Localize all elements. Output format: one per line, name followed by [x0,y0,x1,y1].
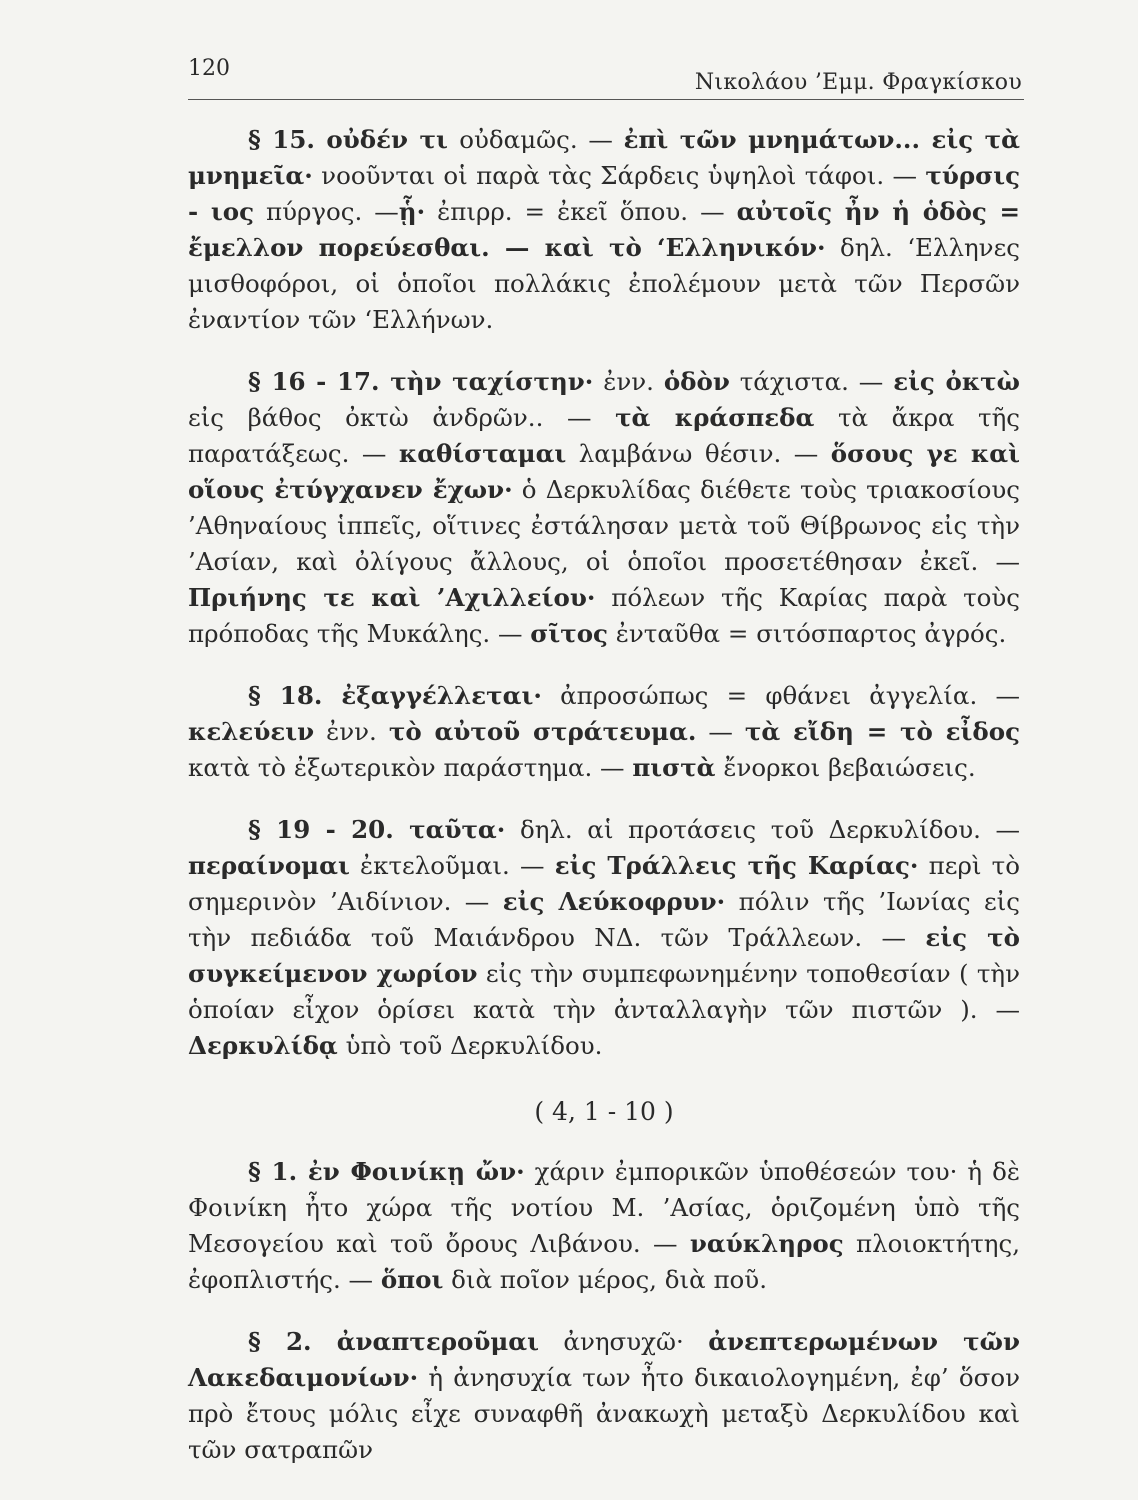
bold-lemma: περαίνομαι [188,851,350,880]
gloss-text: ἡ ἀνησυχία των ἦτο δικαιολογημένη, ἐφ’ ὅσον πρὸ ἔτους μόλις εἶχε συναφθῆ ἀνακωχὴ μεταξὺ Δερκυλίδου καὶ τῶν σατραπῶν [188,1363,1020,1464]
gloss-text: δηλ. ‘Ελληνες μισθοφόροι, οἱ ὁποῖοι πολλάκις ἐπολέμουν μετὰ τῶν Περσῶν ἐναντίον τῶν ‘Ελλήνων. [188,233,1020,334]
paragraph-18 [188,678,1020,786]
running-head: Νικολάου ’Εμμ. Φραγκίσκου [694,70,1022,95]
gloss-text: ὑπὸ τοῦ Δερκυλίδου. [337,1031,603,1060]
bold-lemma: σῖτος [530,619,608,648]
bold-lemma: § 2. ἀναπτεροῦμαι [248,1327,539,1356]
gloss-text: τάχιστα. — [729,367,894,396]
bold-lemma: κελεύειν [188,717,315,746]
gloss-text: ἐνν. [593,367,664,396]
gloss-text: ἐνταῦθα = σιτόσπαρτος ἀγρός. [607,619,1007,648]
bold-lemma: ἐπὶ τῶν μνημάτων... εἰς τὰ μνημεῖα· [188,125,1020,190]
gloss-text: διὰ ποῖον μέρος, διὰ ποῦ. [443,1265,767,1294]
section-heading: ( 4, 1 - 10 ) [534,1097,674,1126]
paragraph-s1 [188,1154,1020,1298]
bold-lemma: ᾗ· [398,197,426,226]
bold-lemma: τὰ κράσπεδα [615,403,815,432]
gloss-text: πόλιν τῆς ’Ιωνίας εἰς τὴν πεδιάδα τοῦ Μαιάνδρου ΝΔ. τῶν Τράλλεων. — [188,887,1021,952]
gloss-text: — [696,717,745,746]
gloss-text: δηλ. αἱ προτάσεις τοῦ Δερκυλίδου. — [505,815,1020,844]
gloss-text: ἐπιρρ. = ἐκεῖ ὅπου. — [425,197,737,226]
bold-lemma: § 18. ἐξαγγέλλεται· [248,681,542,710]
gloss-text: λαμβάνω θέσιν. — [566,439,831,468]
bold-lemma: ὁδὸν [663,367,730,396]
bold-lemma: αὐτοῖς ἦν ἡ ὁδὸς = ἔμελλον πορεύεσθαι. — καὶ τὸ ‘Ελληνικόν· [188,197,1021,262]
bold-lemma: § 15. οὐδέν τι [248,125,460,154]
gloss-text: ἔνορκοι βεβαιώσεις. [715,753,976,782]
bold-lemma: πιστὰ [632,753,716,782]
gloss-text: εἰς τὴν συμπεφωνημένην τοποθεσίαν ( τὴν ὁποίαν εἶχον ὁρίσει κατὰ τὴν ἀνταλλαγὴν τῶν πιστῶν ). — [188,959,1020,1024]
bold-lemma: § 19 - 20. ταῦτα· [248,815,506,844]
gloss-text: πλοιοκτήτης, ἐφοπλιστής. — [188,1229,1020,1294]
bold-lemma: τὸ αὐτοῦ στράτευμα. [388,717,697,746]
gloss-text: εἰς βάθος ὀκτὼ ἀνδρῶν.. — [188,403,616,432]
bold-lemma: § 16 - 17. τὴν ταχίστην· [248,367,594,396]
bold-lemma: καθίσταμαι [398,439,567,468]
gloss-text: νοοῦνται οἱ παρὰ τὰς Σάρδεις ὑψηλοὶ τάφοι. — [312,161,926,190]
paragraph-19-20 [188,812,1020,1064]
bold-lemma: εἰς ὀκτὼ [893,367,1020,396]
gloss-text: χάριν ἐμπορικῶν ὑποθέσεών του· ἡ δὲ Φοινίκη ἦτο χώρα τῆς νοτίου Μ. ’Ασίας, ὁριζομένη ὑπὸ τῆς Μεσογείου καὶ τοῦ ὄρους Λιβάνου. — [188,1157,1020,1258]
header-rule [188,99,1024,100]
gloss-text: πόλεων τῆς Καρίας παρὰ τοὺς πρόποδας τῆς Μυκάλης. — [188,583,1020,648]
bold-lemma: ὅσους γε καὶ οἵους ἐτύγχανεν ἔχων· [188,439,1020,504]
gloss-text: πύργος. — [254,197,399,226]
gloss-text: ἐνν. [314,717,389,746]
bold-lemma: εἰς τὸ συγκείμενον χωρίον [188,923,1020,988]
gloss-text: περὶ τὸ σημερινὸν ’Αιδίνιον. — [188,851,1020,916]
bold-lemma: τὰ εἴδη = τὸ εἶδος [744,717,1020,746]
gloss-text: ἀνησυχῶ· [539,1327,709,1356]
page-header [188,50,1024,100]
page-body [188,122,1020,1468]
gloss-text: ὁ Δερκυλίδας διέθετε τοὺς τριακοσίους ’Αθηναίους ἱππεῖς, οἵτινες ἐστάλησαν μετὰ τοῦ Θίβρωνος εἰς τὴν ’Ασίαν, καὶ ὀλίγους ἄλλους, οἱ ὁποῖοι προσετέθησαν ἐκεῖ. — [188,475,1020,576]
bold-lemma: τύρσις - ιος [188,161,1020,226]
gloss-text: τὰ ἄκρα τῆς παρατάξεως. — [188,403,1020,468]
page-number: 120 [188,56,230,81]
gloss-text: οὐδαμῶς. — [459,125,624,154]
bold-lemma: Πριήνης τε καὶ ’Αχιλλείου· [188,583,596,612]
paragraph-16-17 [188,364,1020,652]
bold-lemma: εἰς Λεύκοφρυν· [502,887,726,916]
bold-lemma: § 1. ἐν Φοινίκῃ ὤν· [248,1157,525,1186]
bold-lemma: Δερκυλίδᾳ [188,1031,338,1060]
paragraph-s2 [188,1324,1020,1468]
gloss-text: ἀπροσώπως = φθάνει ἀγγελία. — [541,681,1020,710]
paragraph-15 [188,122,1020,338]
bold-lemma: εἰς Τράλλεις τῆς Καρίας· [554,851,919,880]
bold-lemma: ὅποι [380,1265,444,1294]
bold-lemma: ἀνεπτερωμένων τῶν Λακεδαιμονίων· [188,1327,1020,1392]
gloss-text: ἐκτελοῦμαι. — [349,851,555,880]
bold-lemma: ναύκληρος [689,1229,844,1258]
gloss-text: κατὰ τὸ ἐξωτερικὸν παράστημα. — [188,753,633,782]
